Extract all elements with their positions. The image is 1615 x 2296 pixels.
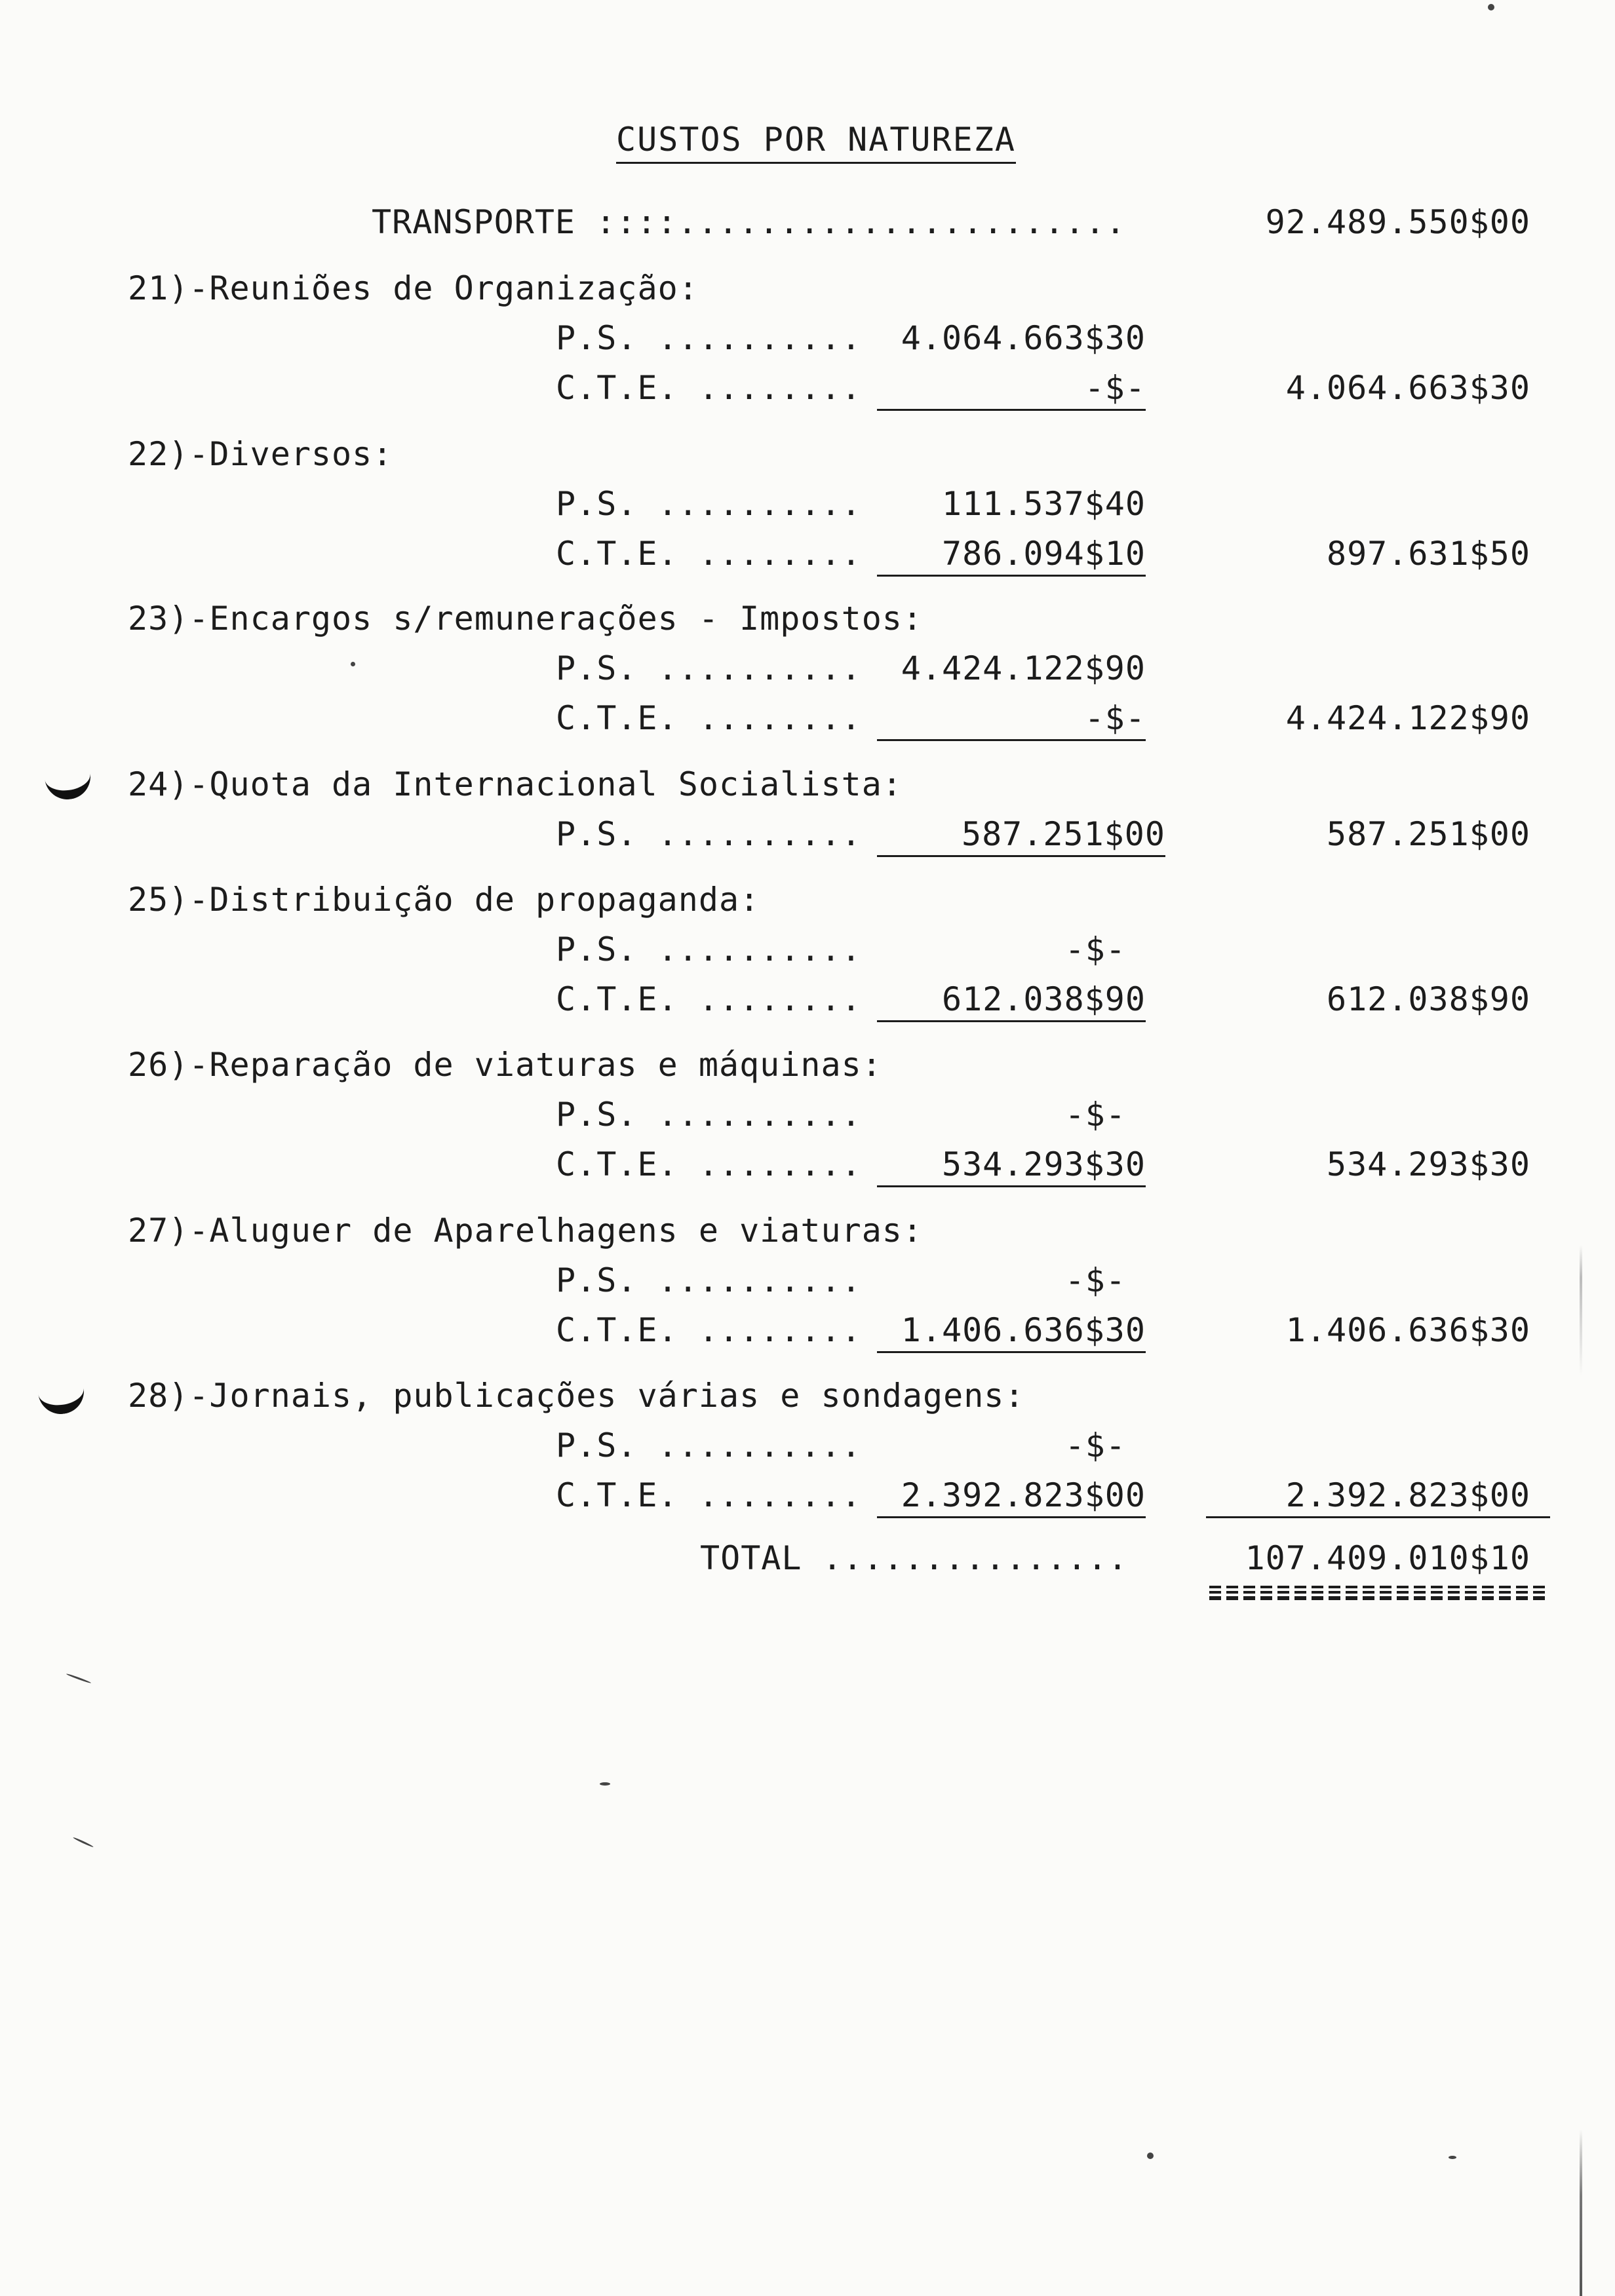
scan-speck [1147, 2152, 1154, 2159]
section-26-ps-label: P.S. .......... [556, 1096, 862, 1134]
grand-total-label: TOTAL ............... [700, 1539, 1129, 1577]
section-27-cte-label: C.T.E. ........ [556, 1311, 862, 1349]
section-21-ps-value: 4.064.663$30 [901, 319, 1146, 357]
section-28-ps-value: -$- [1064, 1426, 1126, 1464]
section-24-heading: 24)-Quota da Internacional Socialista: [128, 765, 903, 803]
section-28-cte-value: 2.392.823$00 [877, 1476, 1146, 1518]
section-23-ps-label: P.S. .......... [556, 649, 862, 687]
section-23-heading: 23)-Encargos s/remunerações - Impostos: [128, 600, 923, 638]
section-27-ps-label: P.S. .......... [556, 1261, 862, 1299]
page-title: CUSTOS POR NATUREZA [616, 120, 1016, 164]
section-28-total: 2.392.823$00 [1206, 1476, 1550, 1518]
section-21-ps-label: P.S. .......... [556, 319, 862, 357]
section-28-heading: 28)-Jornais, publicações várias e sondagens: [128, 1377, 1025, 1415]
transporte-label: TRANSPORTE ::::...................... [372, 203, 1126, 241]
section-21-cte-value: -$- [877, 368, 1146, 411]
section-22-cte-value: 786.094$10 [877, 534, 1146, 577]
scan-speck [1488, 4, 1494, 10]
section-23-ps-value: 4.424.122$90 [901, 649, 1146, 687]
scan-speck [351, 662, 355, 666]
section-22-heading: 22)-Diversos: [128, 435, 393, 473]
section-27-heading: 27)-Aluguer de Aparelhagens e viaturas: [128, 1212, 923, 1250]
section-24-ps-value: 587.251$00 [877, 814, 1165, 857]
section-23-cte-value: -$- [877, 698, 1146, 741]
section-24-total: 587.251$00 [1326, 815, 1530, 853]
section-22-cte-label: C.T.E. ........ [556, 535, 862, 573]
section-27-cte-value: 1.406.636$30 [877, 1311, 1146, 1353]
section-27-ps-value: -$- [1064, 1261, 1126, 1299]
section-21-heading: 21)-Reuniões de Organização: [128, 269, 699, 307]
page-edge-shadow [1580, 0, 1582, 2296]
section-26-total: 534.293$30 [1326, 1145, 1530, 1183]
margin-tick-mark [41, 750, 93, 802]
section-21-total: 4.064.663$30 [1285, 369, 1530, 407]
section-25-total: 612.038$90 [1326, 980, 1530, 1018]
section-25-ps-label: P.S. .......... [556, 930, 862, 968]
scan-speck [1449, 2156, 1456, 2159]
scan-speck [66, 1673, 92, 1684]
section-25-cte-value: 612.038$90 [877, 980, 1146, 1022]
section-22-ps-label: P.S. .......... [556, 485, 862, 523]
section-26-cte-value: 534.293$30 [877, 1145, 1146, 1187]
double-underline [1209, 1586, 1550, 1600]
section-26-heading: 26)-Reparação de viaturas e máquinas: [128, 1046, 882, 1084]
scan-speck [600, 1782, 610, 1786]
section-25-heading: 25)-Distribuição de propaganda: [128, 881, 760, 919]
scan-speck [73, 1837, 94, 1848]
grand-total-value: 107.409.010$10 [1245, 1539, 1530, 1577]
section-27-total: 1.406.636$30 [1285, 1311, 1530, 1349]
section-23-cte-label: C.T.E. ........ [556, 699, 862, 737]
section-21-cte-label: C.T.E. ........ [556, 369, 862, 407]
section-23-total: 4.424.122$90 [1285, 699, 1530, 737]
section-26-cte-label: C.T.E. ........ [556, 1145, 862, 1183]
margin-tick-mark [35, 1365, 87, 1417]
section-22-total: 897.631$50 [1326, 535, 1530, 573]
section-24-ps-label: P.S. .......... [556, 815, 862, 853]
section-28-ps-label: P.S. .......... [556, 1426, 862, 1464]
section-28-cte-label: C.T.E. ........ [556, 1476, 862, 1514]
section-25-ps-value: -$- [1064, 930, 1126, 968]
section-26-ps-value: -$- [1064, 1096, 1126, 1134]
section-22-ps-value: 111.537$40 [941, 485, 1146, 523]
transporte-value: 92.489.550$00 [1265, 203, 1530, 241]
section-25-cte-label: C.T.E. ........ [556, 980, 862, 1018]
